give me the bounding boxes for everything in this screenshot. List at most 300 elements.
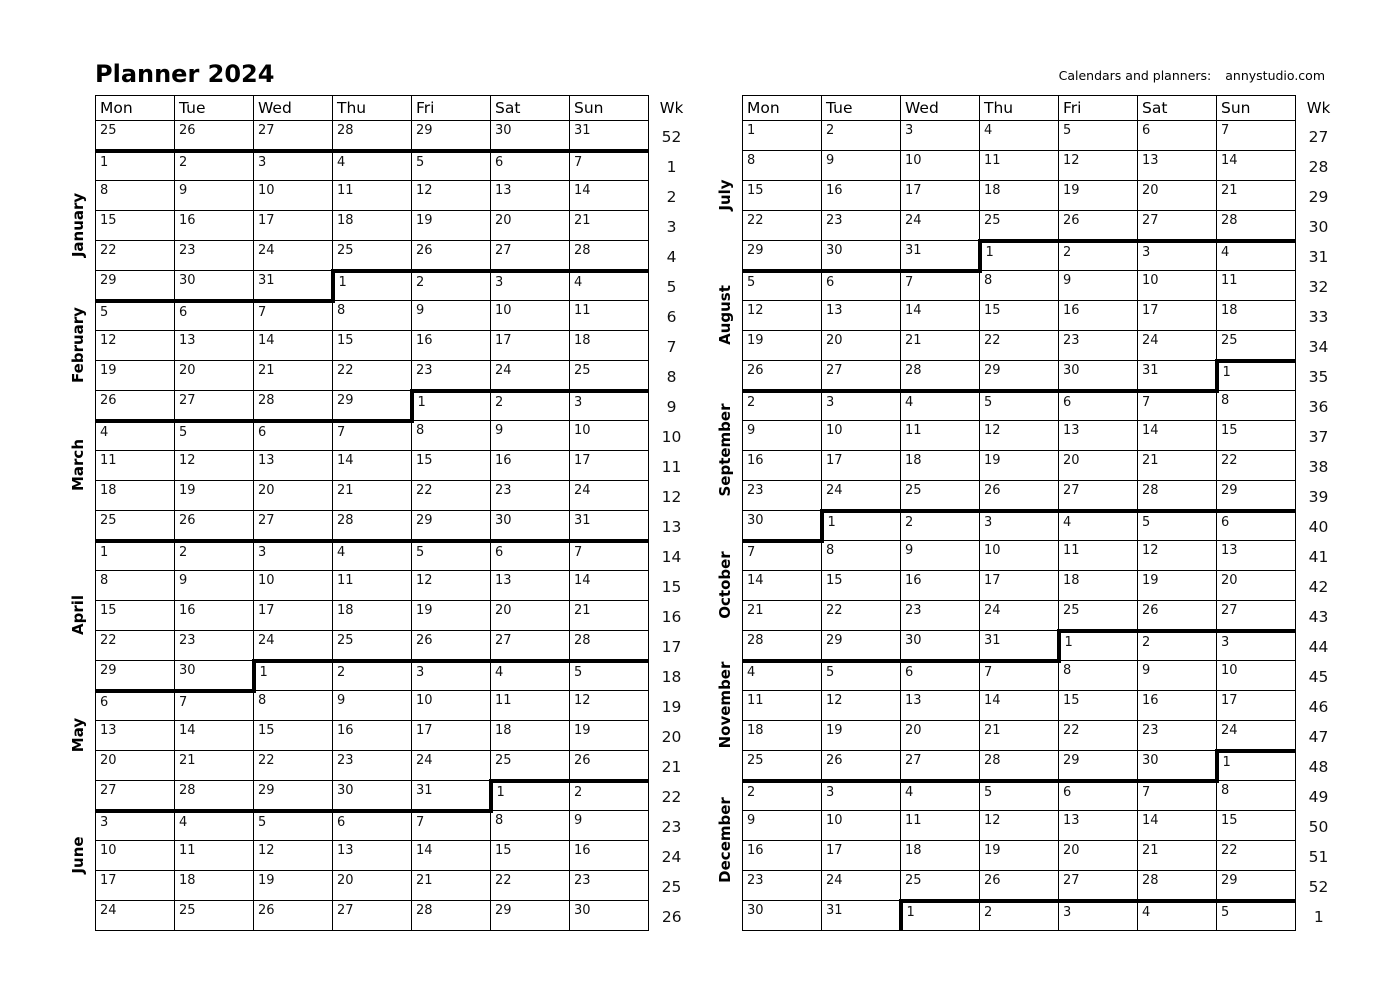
- day-cell: 29: [1217, 481, 1296, 511]
- week-row: [96, 631, 695, 661]
- day-cell: 2: [412, 271, 491, 301]
- week-row: [743, 481, 1342, 511]
- day-cell: 4: [333, 541, 412, 571]
- credit-label: Calendars and planners:: [1058, 68, 1212, 83]
- day-cell: 21: [980, 721, 1059, 751]
- week-row: [96, 811, 695, 841]
- day-cell: 13: [491, 571, 570, 601]
- day-cell: 5: [980, 781, 1059, 811]
- day-cell: 13: [333, 841, 412, 871]
- day-cell: 7: [175, 691, 254, 721]
- day-cell: 23: [901, 601, 980, 631]
- day-cell: 30: [175, 271, 254, 301]
- day-cell: 6: [254, 421, 333, 451]
- week-number: 13: [661, 517, 682, 536]
- day-cell: 11: [1217, 271, 1296, 301]
- day-cell: 11: [1059, 541, 1138, 571]
- day-cell: 12: [980, 421, 1059, 451]
- day-cell: 2: [175, 151, 254, 181]
- week-row: [743, 361, 1342, 391]
- day-cell: 12: [570, 691, 649, 721]
- week-number: 22: [661, 787, 682, 806]
- day-cell: 3: [980, 511, 1059, 541]
- day-cell: 17: [96, 871, 175, 901]
- week-number: 21: [661, 757, 682, 776]
- day-cell: 22: [1217, 841, 1296, 871]
- week-row: [96, 211, 695, 241]
- half-year-table-jul-dec: [742, 95, 1342, 931]
- day-cell: 16: [1138, 691, 1217, 721]
- day-cell: 16: [822, 181, 901, 211]
- day-cell: 23: [175, 631, 254, 661]
- week-number: 37: [1308, 427, 1329, 446]
- day-cell: 2: [1059, 241, 1138, 271]
- calendar-second-half: [708, 95, 1342, 931]
- day-cell: 16: [743, 451, 822, 481]
- day-cell: 25: [901, 481, 980, 511]
- day-cell: 14: [980, 691, 1059, 721]
- week-row: [743, 901, 1342, 931]
- day-cell: 8: [96, 571, 175, 601]
- day-cell: 31: [570, 511, 649, 541]
- day-cell: 4: [980, 121, 1059, 151]
- week-row: [96, 541, 695, 571]
- day-cell: 4: [491, 661, 570, 691]
- week-row: [96, 601, 695, 631]
- week-row: [743, 871, 1342, 901]
- week-number: 35: [1308, 367, 1329, 386]
- week-row: [96, 271, 695, 301]
- day-cell: 6: [96, 691, 175, 721]
- day-cell: 24: [254, 241, 333, 271]
- day-cell: 6: [491, 151, 570, 181]
- day-cell: 14: [1138, 811, 1217, 841]
- day-cell: 1: [412, 391, 491, 421]
- week-number: 42: [1308, 577, 1329, 596]
- day-cell: 1: [980, 241, 1059, 271]
- day-cell: 1: [822, 511, 901, 541]
- day-cell: 7: [1138, 781, 1217, 811]
- weekday-header-sun: Sun: [1217, 96, 1296, 121]
- weekday-header-wed: Wed: [901, 96, 980, 121]
- week-number: 44: [1308, 637, 1329, 656]
- weekday-header-thu: Thu: [980, 96, 1059, 121]
- day-cell: 28: [1217, 211, 1296, 241]
- week-row: [743, 631, 1342, 661]
- day-cell: 21: [1217, 181, 1296, 211]
- day-cell: 5: [1138, 511, 1217, 541]
- day-cell: 24: [491, 361, 570, 391]
- week-number: 48: [1308, 757, 1329, 776]
- day-cell: 30: [333, 781, 412, 811]
- week-number: 11: [661, 457, 682, 476]
- week-row: [96, 571, 695, 601]
- day-cell: 15: [743, 181, 822, 211]
- day-cell: 7: [254, 301, 333, 331]
- day-cell: 29: [743, 241, 822, 271]
- day-cell: 4: [570, 271, 649, 301]
- day-cell: 2: [901, 511, 980, 541]
- day-cell: 10: [901, 151, 980, 181]
- day-cell: 14: [1138, 421, 1217, 451]
- day-cell: 7: [1138, 391, 1217, 421]
- day-cell: 15: [1217, 811, 1296, 841]
- week-number: 49: [1308, 787, 1329, 806]
- week-row: [743, 661, 1342, 691]
- day-cell: 3: [901, 121, 980, 151]
- day-cell: 9: [175, 181, 254, 211]
- week-row: [743, 541, 1342, 571]
- weekday-header-thu: Thu: [333, 96, 412, 121]
- day-cell: 15: [1217, 421, 1296, 451]
- day-cell: 7: [743, 541, 822, 571]
- day-cell: 24: [254, 631, 333, 661]
- day-cell: 2: [743, 391, 822, 421]
- day-cell: 5: [96, 301, 175, 331]
- week-row: [743, 571, 1342, 601]
- day-cell: 28: [412, 901, 491, 931]
- week-row: [743, 331, 1342, 361]
- day-cell: 21: [254, 361, 333, 391]
- week-row: [96, 691, 695, 721]
- day-cell: 29: [254, 781, 333, 811]
- day-cell: 7: [570, 541, 649, 571]
- day-cell: 14: [570, 571, 649, 601]
- week-number: 18: [661, 667, 682, 686]
- week-row: [96, 661, 695, 691]
- day-cell: 16: [333, 721, 412, 751]
- day-cell: 18: [96, 481, 175, 511]
- day-cell: 15: [254, 721, 333, 751]
- day-cell: 6: [491, 541, 570, 571]
- weekday-header-sun: Sun: [570, 96, 649, 121]
- day-cell: 15: [96, 211, 175, 241]
- week-row: [96, 781, 695, 811]
- day-cell: 4: [96, 421, 175, 451]
- day-cell: 30: [175, 661, 254, 691]
- day-cell: 3: [1059, 901, 1138, 931]
- day-cell: 13: [822, 301, 901, 331]
- day-cell: 20: [1217, 571, 1296, 601]
- day-cell: 16: [1059, 301, 1138, 331]
- day-cell: 1: [333, 271, 412, 301]
- day-cell: 13: [254, 451, 333, 481]
- day-cell: 3: [822, 781, 901, 811]
- day-cell: 13: [1217, 541, 1296, 571]
- day-cell: 11: [743, 691, 822, 721]
- day-cell: 22: [491, 871, 570, 901]
- day-cell: 20: [333, 871, 412, 901]
- day-cell: 2: [570, 781, 649, 811]
- day-cell: 19: [570, 721, 649, 751]
- day-cell: 24: [412, 751, 491, 781]
- day-cell: 24: [1217, 721, 1296, 751]
- day-cell: 15: [333, 331, 412, 361]
- week-row: [96, 451, 695, 481]
- day-cell: 10: [570, 421, 649, 451]
- day-cell: 8: [491, 811, 570, 841]
- day-cell: 6: [333, 811, 412, 841]
- day-cell: 8: [1059, 661, 1138, 691]
- day-cell: 5: [1217, 901, 1296, 931]
- day-cell: 19: [412, 211, 491, 241]
- day-cell: 14: [570, 181, 649, 211]
- week-number-header: Wk: [1306, 99, 1331, 117]
- month-label-october: October: [716, 551, 734, 619]
- day-cell: 1: [901, 901, 980, 931]
- day-cell: 26: [175, 121, 254, 151]
- day-cell: 29: [822, 631, 901, 661]
- week-row: [743, 841, 1342, 871]
- day-cell: 16: [901, 571, 980, 601]
- day-cell: 7: [901, 271, 980, 301]
- week-row: [96, 871, 695, 901]
- day-cell: 26: [822, 751, 901, 781]
- day-cell: 26: [412, 241, 491, 271]
- day-cell: 16: [570, 841, 649, 871]
- day-cell: 27: [1138, 211, 1217, 241]
- day-cell: 24: [901, 211, 980, 241]
- day-cell: 27: [1059, 871, 1138, 901]
- day-cell: 9: [743, 811, 822, 841]
- day-cell: 22: [412, 481, 491, 511]
- week-row: [743, 751, 1342, 781]
- day-cell: 8: [412, 421, 491, 451]
- day-cell: 12: [1138, 541, 1217, 571]
- day-cell: 24: [980, 601, 1059, 631]
- month-label-february: February: [69, 307, 87, 383]
- day-cell: 7: [570, 151, 649, 181]
- day-cell: 31: [1138, 361, 1217, 391]
- day-cell: 21: [901, 331, 980, 361]
- day-cell: 20: [254, 481, 333, 511]
- day-cell: 21: [412, 871, 491, 901]
- day-cell: 2: [333, 661, 412, 691]
- day-cell: 31: [822, 901, 901, 931]
- week-row: [96, 181, 695, 211]
- day-cell: 7: [1217, 121, 1296, 151]
- week-row: [96, 421, 695, 451]
- day-cell: 30: [901, 631, 980, 661]
- week-row: [96, 361, 695, 391]
- month-label-january: January: [69, 192, 87, 258]
- week-number: 47: [1308, 727, 1329, 746]
- day-cell: 4: [1059, 511, 1138, 541]
- week-number: 43: [1308, 607, 1329, 626]
- page-title: Planner 2024: [95, 60, 275, 88]
- day-cell: 30: [1059, 361, 1138, 391]
- day-cell: 22: [1217, 451, 1296, 481]
- week-number: 25: [661, 877, 682, 896]
- day-cell: 20: [491, 601, 570, 631]
- week-number: 9: [666, 397, 677, 416]
- day-cell: 10: [1217, 661, 1296, 691]
- week-number: 8: [666, 367, 677, 386]
- day-cell: 22: [254, 751, 333, 781]
- day-cell: 12: [822, 691, 901, 721]
- day-cell: 25: [175, 901, 254, 931]
- week-number: 14: [661, 547, 682, 566]
- day-cell: 25: [333, 241, 412, 271]
- day-cell: 11: [570, 301, 649, 331]
- week-row: [96, 331, 695, 361]
- day-cell: 19: [1059, 181, 1138, 211]
- day-cell: 8: [333, 301, 412, 331]
- day-cell: 14: [333, 451, 412, 481]
- day-cell: 24: [96, 901, 175, 931]
- week-row: [743, 511, 1342, 541]
- day-cell: 16: [743, 841, 822, 871]
- day-cell: 10: [822, 811, 901, 841]
- day-cell: 23: [822, 211, 901, 241]
- week-number: 20: [661, 727, 682, 746]
- day-cell: 11: [980, 151, 1059, 181]
- month-label-september: September: [716, 403, 734, 497]
- day-cell: 29: [491, 901, 570, 931]
- weekday-header-fri: Fri: [1059, 96, 1138, 121]
- week-row: [96, 151, 695, 181]
- day-cell: 26: [254, 901, 333, 931]
- day-cell: 6: [822, 271, 901, 301]
- day-cell: 5: [743, 271, 822, 301]
- credit-site-link[interactable]: annystudio.com: [1225, 68, 1325, 83]
- day-cell: 28: [333, 121, 412, 151]
- week-number: 28: [1308, 157, 1329, 176]
- day-cell: 12: [412, 181, 491, 211]
- day-cell: 1: [743, 121, 822, 151]
- day-cell: 31: [901, 241, 980, 271]
- week-number: 30: [1308, 217, 1329, 236]
- day-cell: 21: [743, 601, 822, 631]
- day-cell: 18: [980, 181, 1059, 211]
- week-number: 36: [1308, 397, 1329, 416]
- day-cell: 20: [175, 361, 254, 391]
- day-cell: 14: [175, 721, 254, 751]
- week-row: [96, 301, 695, 331]
- day-cell: 18: [901, 451, 980, 481]
- day-cell: 3: [254, 541, 333, 571]
- day-cell: 18: [1059, 571, 1138, 601]
- day-cell: 25: [96, 121, 175, 151]
- day-cell: 25: [1059, 601, 1138, 631]
- day-cell: 12: [254, 841, 333, 871]
- week-row: [96, 511, 695, 541]
- week-row: [743, 151, 1342, 181]
- day-cell: 16: [175, 211, 254, 241]
- day-cell: 25: [980, 211, 1059, 241]
- week-number: 39: [1308, 487, 1329, 506]
- day-cell: 21: [570, 601, 649, 631]
- day-cell: 27: [491, 241, 570, 271]
- day-cell: 29: [96, 661, 175, 691]
- day-cell: 9: [901, 541, 980, 571]
- day-cell: 27: [254, 511, 333, 541]
- day-cell: 6: [1059, 781, 1138, 811]
- day-cell: 5: [980, 391, 1059, 421]
- day-cell: 9: [743, 421, 822, 451]
- day-cell: 1: [1059, 631, 1138, 661]
- day-cell: 17: [254, 211, 333, 241]
- day-cell: 25: [1217, 331, 1296, 361]
- day-cell: 9: [1059, 271, 1138, 301]
- day-cell: 21: [175, 751, 254, 781]
- day-cell: 10: [980, 541, 1059, 571]
- day-cell: 24: [822, 481, 901, 511]
- weekday-header-mon: Mon: [743, 96, 822, 121]
- day-cell: 14: [254, 331, 333, 361]
- day-cell: 13: [901, 691, 980, 721]
- day-cell: 26: [743, 361, 822, 391]
- day-cell: 23: [333, 751, 412, 781]
- week-row: [743, 241, 1342, 271]
- week-number: 50: [1308, 817, 1329, 836]
- day-cell: 5: [175, 421, 254, 451]
- day-cell: 9: [333, 691, 412, 721]
- day-cell: 9: [822, 151, 901, 181]
- day-cell: 13: [1138, 151, 1217, 181]
- day-cell: 12: [96, 331, 175, 361]
- day-cell: 23: [1138, 721, 1217, 751]
- day-cell: 19: [980, 841, 1059, 871]
- day-cell: 9: [491, 421, 570, 451]
- day-cell: 30: [1138, 751, 1217, 781]
- week-row: [96, 721, 695, 751]
- week-row: [743, 691, 1342, 721]
- day-cell: 28: [901, 361, 980, 391]
- week-number: 27: [1308, 127, 1329, 146]
- day-cell: 22: [96, 631, 175, 661]
- half-year-table-jan-jun: [95, 95, 695, 931]
- week-row: [743, 391, 1342, 421]
- day-cell: 7: [333, 421, 412, 451]
- day-cell: 3: [412, 661, 491, 691]
- day-cell: 31: [570, 121, 649, 151]
- month-label-may: May: [69, 717, 87, 753]
- week-number: 3: [666, 217, 677, 236]
- day-cell: 31: [980, 631, 1059, 661]
- day-cell: 23: [175, 241, 254, 271]
- day-cell: 4: [333, 151, 412, 181]
- day-cell: 15: [96, 601, 175, 631]
- day-cell: 19: [743, 331, 822, 361]
- day-cell: 12: [743, 301, 822, 331]
- day-cell: 9: [175, 571, 254, 601]
- day-cell: 13: [491, 181, 570, 211]
- day-cell: 30: [491, 511, 570, 541]
- weekday-header-fri: Fri: [412, 96, 491, 121]
- day-cell: 2: [743, 781, 822, 811]
- week-number: 34: [1308, 337, 1329, 356]
- day-cell: 18: [743, 721, 822, 751]
- day-cell: 24: [822, 871, 901, 901]
- day-cell: 4: [175, 811, 254, 841]
- day-cell: 13: [1059, 421, 1138, 451]
- day-cell: 28: [254, 391, 333, 421]
- day-cell: 29: [1217, 871, 1296, 901]
- week-number: 12: [661, 487, 682, 506]
- day-cell: 30: [570, 901, 649, 931]
- week-number: 2: [666, 187, 677, 206]
- week-row: [96, 391, 695, 421]
- week-number: 5: [666, 277, 677, 296]
- day-cell: 7: [412, 811, 491, 841]
- day-cell: 11: [901, 811, 980, 841]
- day-cell: 15: [491, 841, 570, 871]
- day-cell: 2: [491, 391, 570, 421]
- day-cell: 8: [1217, 391, 1296, 421]
- week-row: [743, 811, 1342, 841]
- day-cell: 29: [96, 271, 175, 301]
